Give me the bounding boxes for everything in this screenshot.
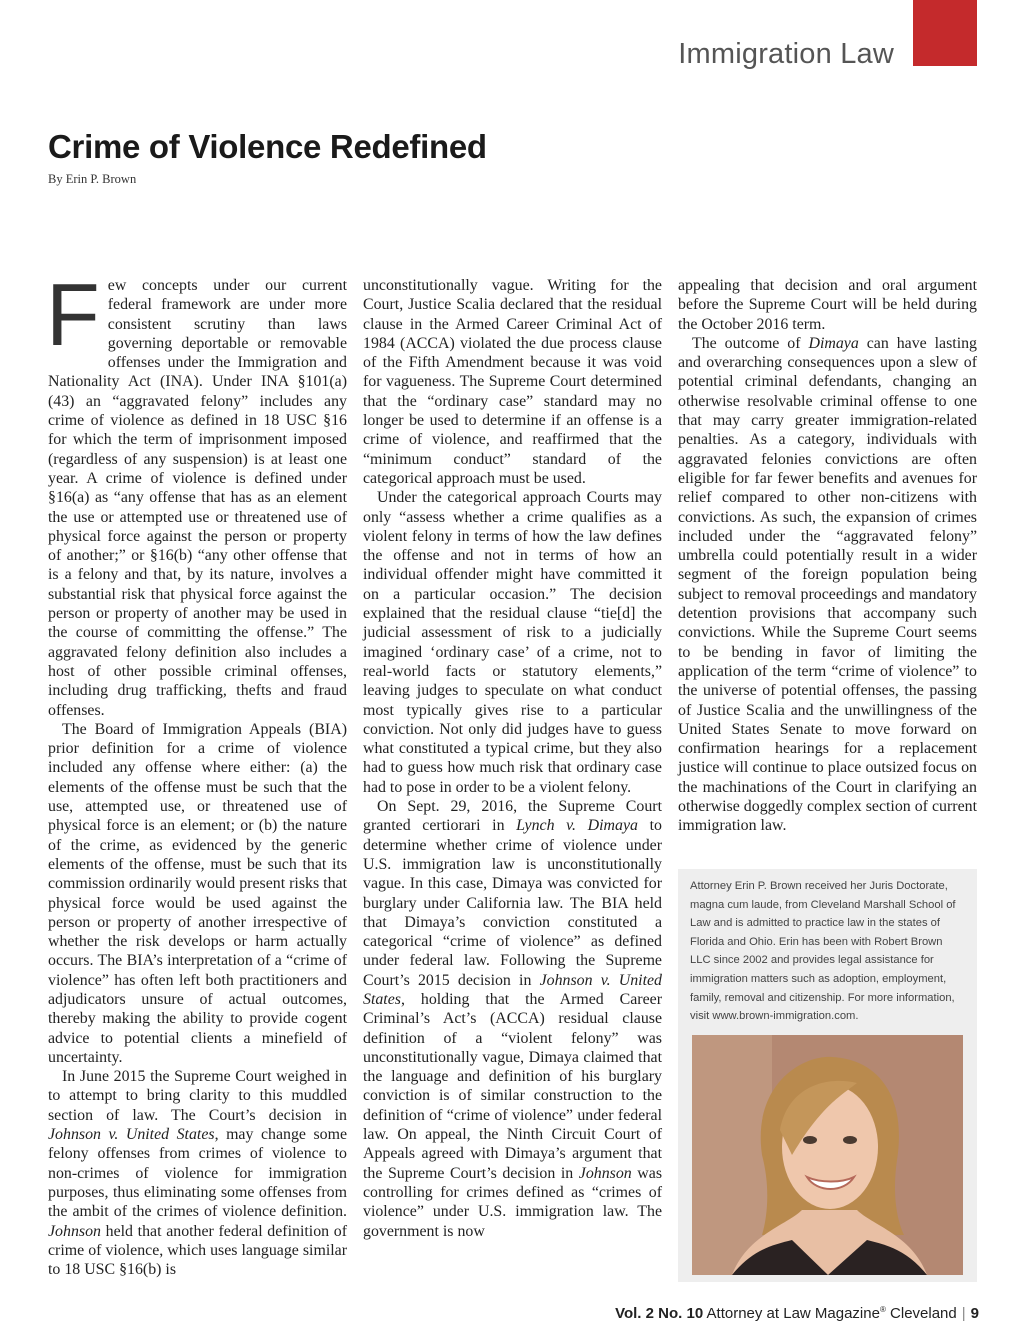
paragraph-text: , may change some felony offenses from crimes of violence to non-crimes of violence for immigration purposes, thus eliminating some offenses from the ambit of the crimes of violence definition. xyxy=(48,1126,347,1221)
paragraph: The Board of Immigration Appeals (BIA) prior definition for a crime of violence included any offense where either: (a) the elements of the offense must be such that the use, attempted use, or threatened use of physical force is an element; or (b) the nature of the crime, as evidenced by the generic elements of the offense, must be such that its commission ordinarily would present risks that physical force would be used against the person or property of another irrespective of whether the risk develops or harm actually occurs. The BIA’s interpretation of a “crime of violence” has often left both practitioners and adjudicators unsure of actual outcomes, thereby making the ability to provide cogent advice to potential clients a minefield of uncertainty. xyxy=(48,720,347,1066)
paragraph-text: In June 2015 the Supreme Court weighed in to attempt to bring clarity to this muddled section of law. The Court’s decision in xyxy=(48,1068,347,1124)
case-name: Johnson xyxy=(48,1222,101,1240)
case-name: Johnson v. United States xyxy=(48,1126,215,1144)
case-name: Lynch v. Dimaya xyxy=(516,817,638,835)
paragraph xyxy=(46,265,347,720)
section-label: Immigration Law xyxy=(678,38,894,70)
case-name: Dimaya xyxy=(808,334,859,352)
author-bio-text: Attorney Erin P. Brown received her Juris Doctorate, magna cum laude, from Cleveland Marshall School of Law and is admitted to practice law in the states of Florida and Ohio. Erin has been with Robert Brown LLC since 2002 and provides legal assistance for immigration matters such as adoption, employment, family, removal and citizenship. For more information, visit www.brown-immigration.com. xyxy=(690,880,956,1023)
footer-separator: | xyxy=(961,1305,966,1322)
author-photo xyxy=(692,1035,963,1275)
paragraph: Under the categorical approach Courts may only “assess whether a crime qualifies as a violent felony in terms of how the law defines the offense and not in terms of how an individual offender might have committed it on a particular occasion.” The decision explained that the residual clause “tie[d] the judicial assessment of risk to a judicially imagined ‘ordinary case’ of a crime, not to real-world facts or statutory elements,” leaving judges to speculate on what conduct most typically gives rise to a particular conviction. Not only did judges have to guess what constituted a typical crime, but they also had to guess how much risk that ordinary case had to pose in order to be a violent felony. xyxy=(363,489,662,796)
paragraph-text: ew concepts under our current federal framework are under more consistent scrutiny than laws governing deportable or removable offenses under the Immigration and Nationality Act (INA). Under INA §101(a)(43) an “aggravated felony” includes any crime of violence as defined in 18 USC §16 for which the term of imprisonment imposed (regardless of any suspension) is at least one year. A crime of violence is defined under §16(a) as “any offense that has as an element the use or attempted use or threatened use of physical force against the person or property of another;” or §16(b) “any other offense that is a felony and that, by its nature, involves a substantial risk that physical force against the person or property of another may be used in the course of committing the offense.” The aggravated felony definition also includes a host of other possible criminal offenses, including drug trafficking, thefts and fraud offenses. xyxy=(48,277,347,719)
magazine-city: Cleveland xyxy=(890,1305,957,1322)
paragraph-text: to determine whether crime of violence under U.S. immigration law is unconstitutionally vague. In this case, Dimaya was convicted for burglary under California law. The BIA held that Dimaya’s conviction constituted a categorical “crime of violence” as defined under federal law. Following the Supreme Court’s 2015 decision in xyxy=(363,817,662,989)
case-name: Johnson v. United States xyxy=(363,971,662,1008)
paragraph: appealing that decision and oral argument before the Supreme Court will be held during the October 2016 term. xyxy=(678,277,977,333)
drop-cap: F xyxy=(46,265,100,364)
paragraph-text: The outcome of xyxy=(692,334,809,352)
paragraph-text: , holding that the Armed Career Criminal’s Act’s (ACCA) residual clause definition of a “violent felony” was unconstitutionally vague, Dimaya claimed that the language and definition of his burglary conviction is of similar construction to the definition of “crime of violence” under federal law. On appeal, the Ninth Circuit Court of Appeals agreed with Dimaya’s argument that the Supreme Court’s decision in xyxy=(363,990,662,1182)
article-title: Crime of Violence Redefined xyxy=(48,128,487,165)
paragraph xyxy=(48,1067,347,1279)
article-column-3 xyxy=(678,276,977,836)
paragraph xyxy=(678,334,977,836)
paragraph-text: was controlling for crimes defined as “crimes of violence” under U.S. immigration law. The government is now xyxy=(363,1164,662,1240)
paragraph-text: can have lasting and overarching consequences upon a slew of potential criminal defendants, changing an otherwise resolvable criminal offense to one that may carry greater immigration-related penalties. As a category, individuals with aggravated felonies convictions are often eligible for far fewer benefits and avenues for relief compared to other non-citizens with convictions. As such, the expansion of crimes included under the “aggravated felony” umbrella could potentially result in a wider segment of the foreign population being subject to removal proceedings and mandatory detention provisions that accompany such convictions. While the Supreme Court seems to be bending in favor of limiting the application of the term “crime of violence” to the universe of potential offenses, the passing of Justice Scalia and the unwillingness of the United States Senate to move forward on confirmation hearings for a replacement justice will continue to place outsized focus on the machinations of the Court in clarifying an otherwise doggedly complex section of current immigration law. xyxy=(678,334,978,835)
case-name: Johnson xyxy=(578,1164,632,1182)
page-footer xyxy=(615,1305,979,1322)
paragraph-text: held that another federal definition of crime of violence, which uses language similar to 18 USC §16(b) is xyxy=(48,1222,347,1279)
article-column-1 xyxy=(46,265,347,1279)
paragraph-text: On Sept. 29, 2016, the Supreme Court granted certiorari in xyxy=(363,798,662,835)
magazine-name: Attorney at Law Magazine xyxy=(706,1305,880,1322)
paragraph xyxy=(363,797,662,1241)
volume-issue: Vol. 2 No. 10 xyxy=(615,1305,704,1322)
article-byline: By Erin P. Brown xyxy=(48,172,137,186)
page-number: 9 xyxy=(970,1305,979,1322)
registered-mark: ® xyxy=(879,1305,886,1314)
paragraph: unconstitutionally vague. Writing for the Court, Justice Scalia declared that the residual clause in the Armed Career Criminal Act of 1984 (ACCA) violated the due process clause of the Fifth Amendment because it was void for vagueness. The Supreme Court determined that the “ordinary case” standard may no longer be used to determine if an offense is a crime of violence, and reaffirmed that the “minimum conduct” standard of the categorical approach must be used. xyxy=(363,277,662,487)
article-column-2 xyxy=(363,276,662,1241)
author-portrait-image xyxy=(692,1035,963,1275)
section-color-tab xyxy=(913,0,977,66)
author-bio-box xyxy=(678,869,977,1282)
